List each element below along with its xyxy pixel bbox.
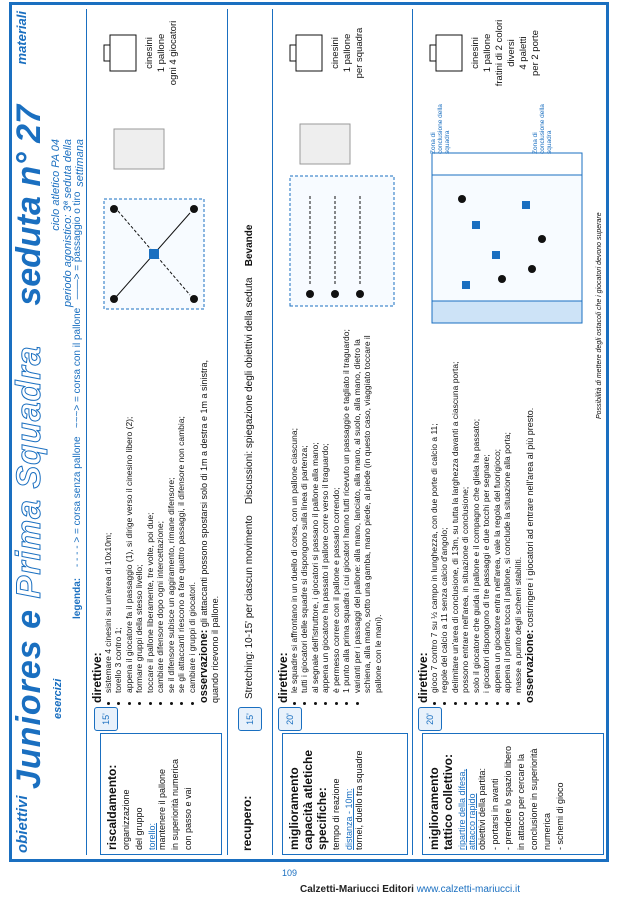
- zone-label-1: Zona di conclusione della squadra: [430, 104, 451, 154]
- recovery-title: recupero:: [240, 795, 254, 851]
- exercise-athletic: direttive: • le squadre si affrontano in un duello di corsa, con un pallone ciascuna; • tutti i giocatori delle squadre si dispongono sulla linea di partenza; • al segnale dell'istruttore, i giocatori si passano il pallone alla mano; • appena un giocatore ha passato il pallone corre verso il traguardo; • è permesso correre con il pallone e passarlo correndo; • 1 punto alla prima squadra i cui giocatori hanno tutti ricevuto un passaggio e tagliato il traguardo; • varianti per i passaggi del pallone: alla mano, lanciato, alla mano, al suolo, alla mano, dietro la schiena, alla mano, sotto una gamba, mano piede, al piede (in questo caso, viaggiato toccare il pallone con le mani).: [278, 323, 383, 703]
- exercises-tab: esercizi: [52, 678, 64, 719]
- publisher-line: Calzetti-Mariucci Editori www.calzetti-mariucci.it: [300, 884, 521, 895]
- bag-icon: [286, 31, 326, 75]
- row-divider: [272, 9, 273, 855]
- materials-athletic: cinesini 1 pallone per squadra: [280, 9, 366, 97]
- header: [12, 5, 48, 859]
- materials-tactical: cinesini 1 pallone fratini di 2 colori diversi 4 paletti per 2 porte: [420, 9, 542, 97]
- objectives-tab: obiettivi: [14, 795, 31, 853]
- objective-box-warmup: riscaldamento: organizzazione del gruppo torello: mantenere il pallone in superiorità numerica con passo e vai: [100, 733, 222, 855]
- page-title: [10, 345, 49, 789]
- bag-icon: [426, 31, 466, 75]
- recovery-line: Stretching: 10-15' per ciascun movimento Discussioni: spiegazione degli obiettivi della seduta Bevande: [244, 224, 255, 699]
- session-number: seduta n° 27: [10, 105, 48, 306]
- duration-badge: 20': [278, 707, 302, 731]
- legend: legenda: - - - - > = corsa senza pallone ~~~> = corsa con il pallone ——> = passaggio o tiro: [72, 191, 83, 619]
- materials-warmup: cinesini 1 pallone ogni 4 giocatori: [94, 9, 180, 97]
- warmup-diagram: [94, 109, 220, 319]
- zone-label-2: Zona di conclusione della squadra: [532, 104, 553, 154]
- materials-tab: materiali: [14, 11, 29, 65]
- legend-pass: ——> = passaggio o tiro: [72, 191, 83, 300]
- legend-run-ball: ~~~> = corsa con il pallone: [72, 307, 83, 429]
- bag-icon: [100, 31, 140, 75]
- objective-box-athletic: miglioramento capacità atletiche specifiche: tempo di reazione distanza - 10m: tornei, duello tra squadre: [282, 733, 408, 855]
- header-divider: [86, 9, 87, 855]
- diagram-note: Possibilità di mettere degli ostacoli che i giocatori devono superare: [596, 212, 603, 419]
- page-number: 109: [282, 868, 298, 878]
- athletic-diagram: [280, 114, 406, 314]
- title-prima-squadra: Prima Squadra: [10, 345, 48, 599]
- duration-badge: 15': [238, 707, 262, 731]
- objective-box-tactical: miglioramento tattico collettivo: ripartire della difesa, attacco rapido obiettivi della partita: - portarsi in avanti - prendere lo spazio libero in attacco per cercare la conclusione in superiorità numerica - schemi di gioco: [422, 733, 604, 855]
- duration-badge: 20': [418, 707, 442, 731]
- row-divider: [227, 9, 228, 855]
- row-divider: [412, 9, 413, 855]
- duration-badge: 15': [94, 707, 118, 731]
- rotated-sheet: [9, 2, 609, 862]
- period-label: periodo agonistico: 3ª seduta della settimana: [62, 139, 86, 307]
- cycle-label: ciclo atletico PA 04: [50, 139, 62, 231]
- title-juniores: Juniores e: [10, 608, 48, 789]
- exercise-warmup: direttive: • sistemare 4 cinesini su un'area di 10x10m; • torello 3 contro 1; • appena il giocatore fa il passaggio (1), si dirige verso il cinesino libero (2); • formare gruppi della stesso livello; • toccare il pallone liberamente, tre volte, poi due; • cambiare difensore dopo ogni intercettazione; • se il difensore subisce un aggiramento, rimane difensore; • se gli attaccanti riescono a fare quattro passaggi, il difensore non cambia; • cambiare i gruppi di giocatori. osservazione: gli attaccanti possono spostarsi solo di 1m a destra e 1m a sinistra, quando ricevono il pallone.: [92, 343, 220, 703]
- publisher-url[interactable]: www.calzetti-mariucci.it: [416, 884, 521, 895]
- legend-run-no-ball: - - - - > = corsa senza pallone: [72, 436, 83, 568]
- exercise-tactical: direttive: • gioco 7 contro 7 su ½ campo in lunghezza, con due porte di calcio a 11; • regole del calcio a 11 senza calcio d'angolo; • delimitare un'area di conclusione, di 13m, su tutta la larghezza davanti a ciascuna porta; • possono entrare nell'area, in situazione di conclusione; • solo il giocatore che guida il pallone e il compagno che gliela ha passato; • i giocatori dispongono di tre passaggi e due tocchi per segnare; • appena un giocatore entra nell'area, vale la regola del fuorigioco; • appena il portiere tocca il pallone, si conclude la situazione alla porta; • masse a punto degli schemi stabiliti. osservazione: costringere i giocatori ad entrare nell'area al più presto.: [418, 343, 536, 703]
